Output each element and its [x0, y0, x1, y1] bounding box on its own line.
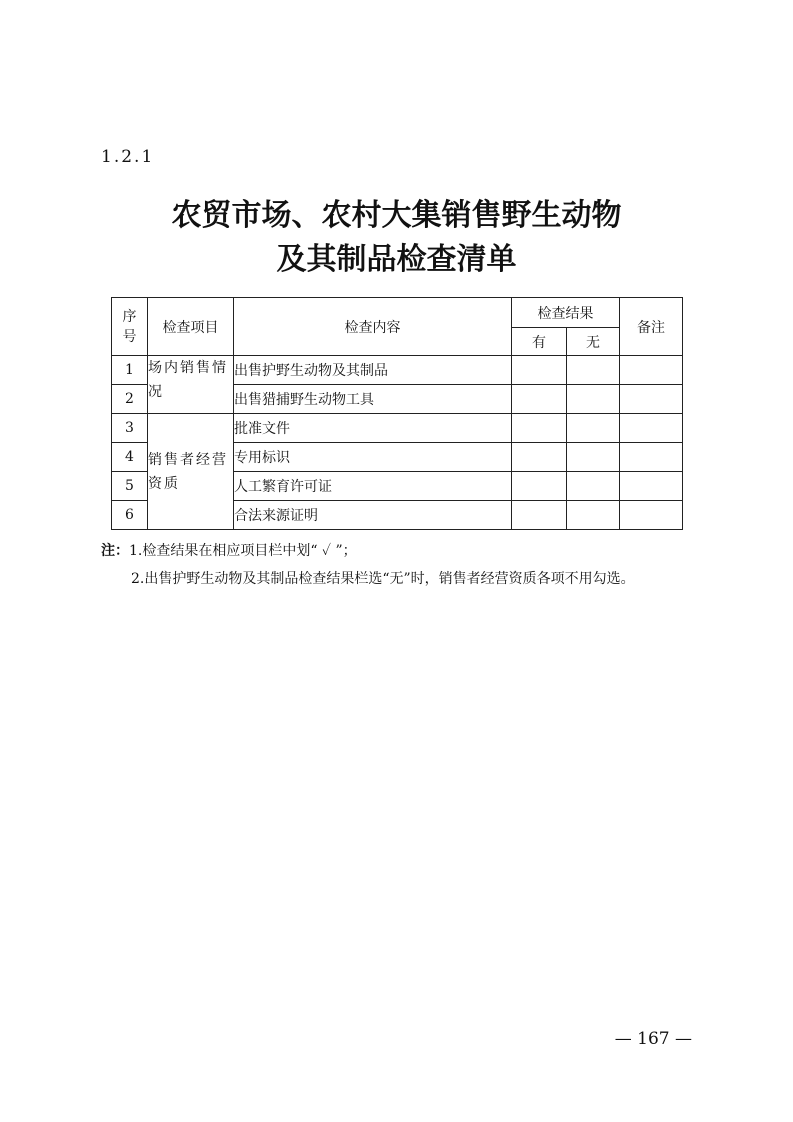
check-item: 场内销售情况 [148, 356, 234, 414]
header-content: 检查内容 [234, 298, 512, 356]
row-number: 3 [112, 414, 148, 443]
header-remark: 备注 [620, 298, 683, 356]
check-content: 出售猎捕野生动物工具 [234, 385, 512, 414]
header-yes: 有 [512, 328, 567, 356]
note-1-text: 1.检查结果在相应项目栏中划“ ✓ ”； [129, 543, 357, 559]
row-number: 6 [112, 501, 148, 530]
row-number: 1 [112, 356, 148, 385]
result-no-cell[interactable] [567, 501, 620, 530]
checklist-table [111, 297, 683, 530]
result-yes-cell[interactable] [512, 443, 567, 472]
header-item: 检查项目 [148, 298, 234, 356]
check-item: 销售者经营资质 [148, 414, 234, 530]
row-number: 5 [112, 472, 148, 501]
remark-cell[interactable] [620, 501, 683, 530]
header-seq: 序号 [112, 298, 148, 356]
header-no: 无 [567, 328, 620, 356]
result-no-cell[interactable] [567, 356, 620, 385]
header-result: 检查结果 [512, 298, 620, 328]
notes-label: 注： [101, 543, 129, 559]
check-content: 批准文件 [234, 414, 512, 443]
table-row [112, 356, 683, 385]
check-content: 出售护野生动物及其制品 [234, 356, 512, 385]
section-number: 1.2.1 [101, 147, 155, 167]
result-no-cell[interactable] [567, 385, 620, 414]
check-content: 专用标识 [234, 443, 512, 472]
page-number: — 167 — [614, 1029, 692, 1049]
check-content: 人工繁育许可证 [234, 472, 512, 501]
remark-cell[interactable] [620, 414, 683, 443]
result-yes-cell[interactable] [512, 414, 567, 443]
table-row [112, 414, 683, 443]
result-yes-cell[interactable] [512, 385, 567, 414]
remark-cell[interactable] [620, 385, 683, 414]
table-header-row [112, 298, 683, 328]
remark-cell[interactable] [620, 356, 683, 385]
page-title-line1: 农贸市场、农村大集销售野生动物 [171, 198, 622, 233]
note-2: 2.出售护野生动物及其制品检查结果栏选“无”时，销售者经营资质各项不用勾选。 [131, 571, 635, 587]
row-number: 4 [112, 443, 148, 472]
result-no-cell[interactable] [567, 443, 620, 472]
page-title-line2: 及其制品检查清单 [276, 242, 517, 277]
row-number: 2 [112, 385, 148, 414]
check-content: 合法来源证明 [234, 501, 512, 530]
result-yes-cell[interactable] [512, 472, 567, 501]
remark-cell[interactable] [620, 472, 683, 501]
remark-cell[interactable] [620, 443, 683, 472]
result-yes-cell[interactable] [512, 356, 567, 385]
result-no-cell[interactable] [567, 414, 620, 443]
result-no-cell[interactable] [567, 472, 620, 501]
note-1 [101, 538, 693, 564]
result-yes-cell[interactable] [512, 501, 567, 530]
